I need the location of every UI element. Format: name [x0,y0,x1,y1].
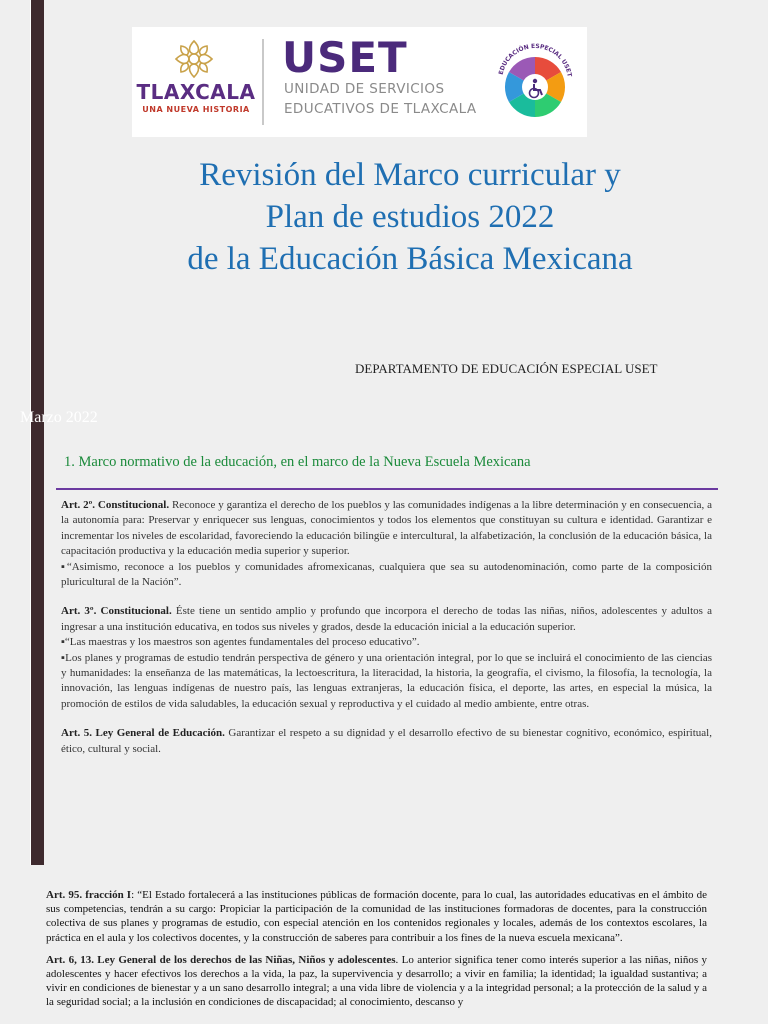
tlaxcala-wordmark: TLAXCALA [136,80,256,104]
section-divider [56,488,718,490]
title-line-2: Plan de estudios 2022 [265,199,555,235]
article-95 [46,888,707,945]
uset-wordmark: USET [282,33,408,82]
title-line-1: Revisión del Marco curricular y [199,157,621,193]
article-6-13 [46,953,707,1010]
department-label: DEPARTAMENTO DE EDUCACIÓN ESPECIAL USET [355,361,658,376]
educacion-especial-logo [492,35,578,129]
article-2-text: Reconoce y garantiza el derecho de los pueblos y las comunidades indígenas a la libre determinación y en consecuencia, a la autonomía para: Preservar y enriquecer sus lenguas, conocimientos y todos los elementos que constituyan su cultura e identidad. Garantizar e incrementar los niveles de escolaridad, favoreciendo la educación bilingüe e intercultural, la alfabetización, la conclusión de la educación básica, la capacitación productiva y la educación media superior y superior. [61,499,712,558]
tlaxcala-tagline: UNA NUEVA HISTORIA [142,105,250,114]
article-3-label: Art. 3º. Constitucional. [61,605,172,618]
article-5 [61,726,712,757]
tlaxcala-flower-icon [170,37,218,81]
article-95-text: : “El Estado fortalecerá a las instituciones públicas de formación docente, para lo cual, las autoridades educativas en el ámbito de sus competencias, tendrán a su cargo: Propiciar la participación de la comunidad de las instituciones formadoras de docentes, para la construcción colectiva de sus planes y programas de estudio, con especial atención en los contenidos regionales y locales, además de los contextos escolares, la práctica en el aula y los colectivos docentes, y la construcción de saberes para contribuir a los fines de la nueva escuela mexicana”. [46,889,707,944]
document-title [150,154,670,280]
article-3-bullet-2: ▪Los planes y programas de estudio tendrán perspectiva de género y una orientación integral, por lo que se incluirá el conocimiento de las ciencias y humanidades: la enseñanza de las matemáticas, la lectoescritura, la literacidad, la historia, la geografía, el civismo, la filosofía, la tecnología, la innovación, las lenguas indígenas de nuestro país, las lenguas extranjeras, la educación física, el deporte, las artes, en especial la música, la promoción de estilos de vida saludables, la educación sexual y reproductiva y el cuidado al medio ambiente, entre otras. [61,651,712,710]
logo-divider [262,39,264,125]
article-2 [61,498,712,590]
uset-subtitle-line2: EDUCATIVOS DE TLAXCALA [284,101,477,117]
article-3-bullet-1: ▪“Las maestras y los maestros son agentes fundamentales del proceso educativo”. [61,636,420,649]
article-3 [61,604,712,712]
article-2-bullet: ▪“Asimismo, reconoce a los pueblos y comunidades afromexicanas, cualquiera que sea su autodenominación, como parte de la composición pluricultural de la Nación”. [61,560,712,589]
article-5-text: Garantizar el respeto a su dignidad y el desarrollo efectivo de su bienestar cognitivo, económico, espiritual, ético, cultural y social. [61,727,712,755]
article-5-label: Art. 5. Ley General de Educación. [61,727,225,740]
article-3-text: Éste tiene un sentido amplio y profundo que incorpora el derecho de todas las niñas, niños, adolescentes y adultos a ingresar a una institución educativa, en todos sus niveles y grados, desde la educación inicial a la educación superior. [61,605,712,633]
section-heading: 1. Marco normativo de la educación, en el marco de la Nueva Escuela Mexicana [64,454,531,470]
ee-ring-text: EDUCACIÓN ESPECIAL USET [497,42,573,78]
uset-subtitle-line1: UNIDAD DE SERVICIOS [284,81,445,97]
article-2-label: Art. 2º. Constitucional. [61,499,170,511]
date-label: Marzo 2022 [20,409,98,426]
articles-block-2 [46,888,707,1018]
logo-banner [132,27,587,137]
left-accent-line [30,0,31,865]
article-95-label: Art. 95. fracción I [46,889,132,901]
left-accent-bar [30,0,44,865]
article-6-13-label: Art. 6, 13. Ley General de los derechos de las Niñas, Niños y adolescentes [46,953,396,966]
article-6-13-text: . Lo anterior significa tener como interés superior a las niñas, niños y adolescentes y hacer efectivos los derechos a la vida, la paz, la supervivencia y desarrollo; a vivir en familia; la identidad; la igualdad sustantiva; a vivir en condiciones de bienestar y a un sano desarrollo integral; a una vida libre de violencia y a la integridad personal; a la protección de la salud y a la seguridad social; a la inclusión en condiciones de discapacidad; al conocimiento, descanso y [46,953,707,1009]
articles-block [61,498,712,771]
title-line-3: de la Educación Básica Mexicana [187,241,633,277]
